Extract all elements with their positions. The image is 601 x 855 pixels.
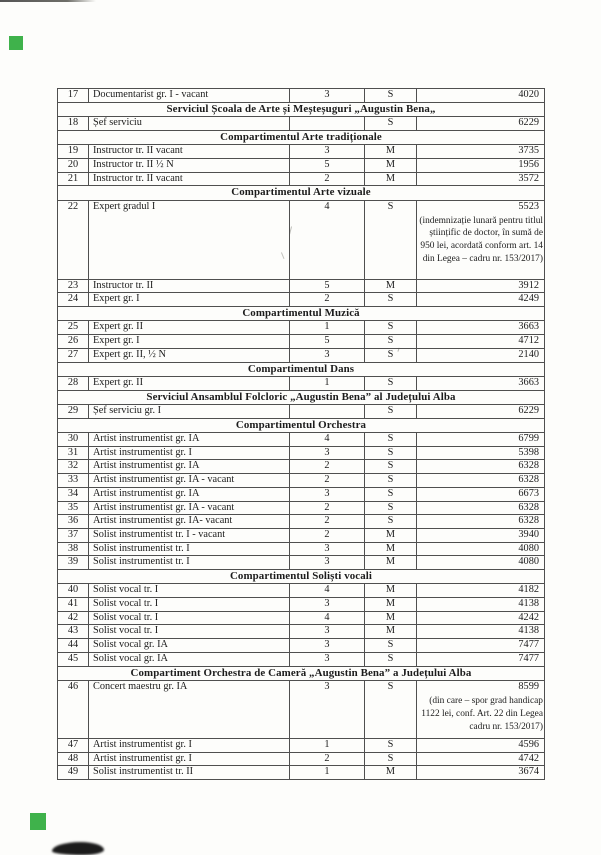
row-number-cell: 36 [58, 515, 89, 529]
position-cell: Solist instrumentist tr. II [89, 766, 290, 780]
row-number-cell: 40 [58, 584, 89, 598]
row-number-cell: 29 [58, 405, 89, 419]
count-cell: 1 [290, 738, 365, 752]
row-number-cell: 28 [58, 376, 89, 390]
count-cell: 2 [290, 172, 365, 186]
level-cell: S [365, 321, 417, 335]
salary-cell: 4742 [417, 752, 545, 766]
table-row [58, 598, 545, 612]
section-row [58, 102, 545, 116]
level-cell: M [365, 598, 417, 612]
row-number-cell: 21 [58, 172, 89, 186]
level-cell: M [365, 145, 417, 159]
salary-cell: 4020 [417, 89, 545, 103]
salary-cell: 4596 [417, 738, 545, 752]
table-row [58, 460, 545, 474]
count-cell: 1 [290, 376, 365, 390]
table-row [58, 556, 545, 570]
count-cell: 3 [290, 556, 365, 570]
table-row [58, 474, 545, 488]
salary-cell: 6328 [417, 501, 545, 515]
count-cell: 2 [290, 460, 365, 474]
position-cell: Solist vocal tr. I [89, 598, 290, 612]
level-cell: M [365, 158, 417, 172]
section-row [58, 666, 545, 680]
count-cell: 5 [290, 279, 365, 293]
salary-cell: 4080 [417, 542, 545, 556]
table-row [58, 738, 545, 752]
row-number-cell: 44 [58, 639, 89, 653]
table-row [58, 335, 545, 349]
position-cell: Expert gr. I [89, 293, 290, 307]
section-header: Compartimentul Dans [58, 362, 545, 376]
row-number-cell: 39 [58, 556, 89, 570]
level-cell: M [365, 611, 417, 625]
level-cell: S [365, 487, 417, 501]
count-cell: 3 [290, 652, 365, 666]
section-row [58, 390, 545, 404]
level-cell: M [365, 528, 417, 542]
salary-cell: 7477 [417, 652, 545, 666]
count-cell: 4 [290, 611, 365, 625]
table-row [58, 446, 545, 460]
position-cell: Artist instrumentist gr. I [89, 446, 290, 460]
level-cell: M [365, 279, 417, 293]
position-cell: Expert gr. I [89, 335, 290, 349]
table-row [58, 348, 545, 362]
section-header: Compartimentul Arte vizuale [58, 186, 545, 200]
count-cell: 3 [290, 446, 365, 460]
level-cell: S [365, 680, 417, 738]
count-cell: 2 [290, 501, 365, 515]
salary-cell: 3572 [417, 172, 545, 186]
salary-note [419, 215, 543, 266]
level-cell: M [365, 556, 417, 570]
count-cell: 1 [290, 321, 365, 335]
table-row [58, 639, 545, 653]
salary-note-line: (indemnizație lunară pentru titlul [419, 215, 543, 226]
row-number-cell: 33 [58, 474, 89, 488]
salary-cell: 3912 [417, 279, 545, 293]
salary-cell: 8599 (din care – spor grad handicap 1122 lei, conf. Art. 22 din Legea cadru nr. 153/2017) [417, 680, 545, 738]
position-cell: Solist vocal gr. IA [89, 639, 290, 653]
row-number-cell: 34 [58, 487, 89, 501]
position-cell: Concert maestru gr. IA [89, 680, 290, 738]
salary-cell: 4138 [417, 598, 545, 612]
position-cell: Artist instrumentist gr. IA [89, 487, 290, 501]
section-header: Compartimentul Orchestra [58, 418, 545, 432]
position-cell: Artist instrumentist gr. IA [89, 433, 290, 447]
salary-cell: 1956 [417, 158, 545, 172]
row-number-cell: 32 [58, 460, 89, 474]
level-cell: S [365, 752, 417, 766]
level-cell: S [365, 117, 417, 131]
scan-smudge-bottom [52, 842, 104, 855]
position-cell: Expert gr. II [89, 376, 290, 390]
count-cell: 2 [290, 293, 365, 307]
row-number-cell: 24 [58, 293, 89, 307]
level-cell: S [365, 376, 417, 390]
section-header: Compartimentul Soliști vocali [58, 569, 545, 583]
section-header: Compartimentul Muzică [58, 307, 545, 321]
document-table-body [58, 89, 545, 780]
position-cell: Instructor tr. II vacant [89, 172, 290, 186]
level-cell: S [365, 293, 417, 307]
position-cell: Artist instrumentist gr. IA - vacant [89, 474, 290, 488]
count-cell: 3 [290, 89, 365, 103]
table-row [58, 652, 545, 666]
salary-note-line: (din care – spor grad handicap [429, 695, 543, 706]
count-cell: 3 [290, 487, 365, 501]
section-row [58, 362, 545, 376]
row-number-cell: 27 [58, 348, 89, 362]
table-row [58, 542, 545, 556]
row-number-cell: 17 [58, 89, 89, 103]
salary-cell: 4080 [417, 556, 545, 570]
level-cell: S [365, 460, 417, 474]
row-number-cell: 47 [58, 738, 89, 752]
green-marker-top [9, 36, 23, 50]
table-row [58, 200, 545, 279]
count-cell: 2 [290, 474, 365, 488]
row-number-cell: 19 [58, 145, 89, 159]
position-cell: Artist instrumentist gr. IA- vacant [89, 515, 290, 529]
salary-cell: 3674 [417, 766, 545, 780]
count-cell [290, 405, 365, 419]
count-cell: 5 [290, 158, 365, 172]
table-row [58, 145, 545, 159]
salary-note-line: 950 lei, acordată conform art. 14 [420, 241, 543, 252]
row-number-cell: 42 [58, 611, 89, 625]
count-cell [290, 117, 365, 131]
salary-cell: 6799 [417, 433, 545, 447]
row-number-cell: 43 [58, 625, 89, 639]
table-row [58, 528, 545, 542]
salary-cell: 5398 [417, 446, 545, 460]
section-row [58, 569, 545, 583]
row-number-cell: 20 [58, 158, 89, 172]
table-row [58, 501, 545, 515]
count-cell: 2 [290, 515, 365, 529]
salary-cell: 3940 [417, 528, 545, 542]
salary-cell: 6673 [417, 487, 545, 501]
row-number-cell: 48 [58, 752, 89, 766]
table-row [58, 611, 545, 625]
position-cell: Solist vocal tr. I [89, 611, 290, 625]
table-row [58, 766, 545, 780]
position-cell: Solist instrumentist tr. I - vacant [89, 528, 290, 542]
level-cell: M [365, 172, 417, 186]
row-number-cell: 49 [58, 766, 89, 780]
salary-cell: 6229 [417, 117, 545, 131]
row-number-cell: 45 [58, 652, 89, 666]
row-number-cell: 31 [58, 446, 89, 460]
position-cell: Artist instrumentist gr. I [89, 752, 290, 766]
section-row [58, 307, 545, 321]
table-row [58, 172, 545, 186]
position-cell: Instructor tr. II ½ N [89, 158, 290, 172]
level-cell: S [365, 405, 417, 419]
level-cell: M [365, 766, 417, 780]
level-cell: S [365, 89, 417, 103]
level-cell: S [365, 639, 417, 653]
level-cell: S [365, 335, 417, 349]
table-row [58, 293, 545, 307]
position-cell: Expert gradul I [89, 200, 290, 279]
salary-note-line: cadru nr. 153/2017) [469, 721, 543, 732]
table-row [58, 625, 545, 639]
level-cell: S [365, 348, 417, 362]
position-cell: Instructor tr. II vacant [89, 145, 290, 159]
level-cell: M [365, 625, 417, 639]
row-number-cell: 37 [58, 528, 89, 542]
salary-cell: 4242 [417, 611, 545, 625]
document-table [57, 88, 545, 780]
position-cell: Expert gr. II, ½ N [89, 348, 290, 362]
position-cell: Documentarist gr. I - vacant [89, 89, 290, 103]
table-row [58, 279, 545, 293]
salary-cell: 4182 [417, 584, 545, 598]
row-number-cell: 30 [58, 433, 89, 447]
table-row [58, 89, 545, 103]
salary-cell: 6328 [417, 474, 545, 488]
table-row [58, 584, 545, 598]
section-header: Compartiment Orchestra de Cameră „Augustin Bena” a Județului Alba [58, 666, 545, 680]
position-cell: Solist instrumentist tr. I [89, 542, 290, 556]
position-cell: Solist vocal tr. I [89, 584, 290, 598]
table-row [58, 376, 545, 390]
salary-cell: 5523 (indemnizație lunară pentru titlul științific de doctor, în sumă de 950 lei, acordată conform art. 14 din Legea – cadru nr. 153/2017) [417, 200, 545, 279]
section-header: Compartimentul Arte tradiționale [58, 130, 545, 144]
salary-cell: 3663 [417, 376, 545, 390]
count-cell: 3 [290, 639, 365, 653]
position-cell: Instructor tr. II [89, 279, 290, 293]
count-cell: 3 [290, 680, 365, 738]
section-header: Serviciul Școala de Arte și Meșteșuguri „Augustin Bena„ [58, 102, 545, 116]
scan-edge-artifact [0, 0, 96, 2]
salary-cell: 4712 [417, 335, 545, 349]
salary-note-line: din Legea – cadru nr. 153/2017) [422, 254, 543, 265]
level-cell: M [365, 584, 417, 598]
table-row [58, 321, 545, 335]
table-row [58, 752, 545, 766]
table-row [58, 433, 545, 447]
position-cell: Artist instrumentist gr. IA [89, 460, 290, 474]
position-cell: Solist instrumentist tr. I [89, 556, 290, 570]
salary-cell: 6229 [417, 405, 545, 419]
row-number-cell: 35 [58, 501, 89, 515]
count-cell: 3 [290, 542, 365, 556]
salary-cell: 4138 [417, 625, 545, 639]
level-cell: S [365, 652, 417, 666]
row-number-cell: 25 [58, 321, 89, 335]
position-cell: Șef serviciu gr. I [89, 405, 290, 419]
count-cell: 5 [290, 335, 365, 349]
position-cell: Artist instrumentist gr. IA - vacant [89, 501, 290, 515]
salary-note [421, 695, 543, 733]
row-number-cell: 18 [58, 117, 89, 131]
level-cell: M [365, 542, 417, 556]
level-cell: S [365, 446, 417, 460]
row-number-cell: 38 [58, 542, 89, 556]
row-number-cell: 41 [58, 598, 89, 612]
count-cell: 4 [290, 200, 365, 279]
row-number-cell: 46 [58, 680, 89, 738]
salary-cell: 3735 [417, 145, 545, 159]
count-cell: 3 [290, 348, 365, 362]
salary-note-line: științific de doctor, în sumă de [429, 228, 543, 239]
count-cell: 4 [290, 433, 365, 447]
table-row [58, 158, 545, 172]
position-cell: Șef serviciu [89, 117, 290, 131]
salary-note-line: 1122 lei, conf. Art. 22 din Legea [421, 708, 543, 719]
salary-cell: 4249 [417, 293, 545, 307]
row-number-cell: 23 [58, 279, 89, 293]
level-cell: S [365, 738, 417, 752]
position-cell: Solist vocal gr. IA [89, 652, 290, 666]
level-cell: S [365, 200, 417, 279]
table-row [58, 515, 545, 529]
count-cell: 1 [290, 766, 365, 780]
position-cell: Expert gr. II [89, 321, 290, 335]
salary-cell: 7477 [417, 639, 545, 653]
table-row [58, 680, 545, 738]
salary-cell: 2140 [417, 348, 545, 362]
table-row [58, 405, 545, 419]
row-number-cell: 22 [58, 200, 89, 279]
salary-cell: 6328 [417, 460, 545, 474]
section-header: Serviciul Ansamblul Folcloric „Augustin Bena” al Județului Alba [58, 390, 545, 404]
level-cell: S [365, 501, 417, 515]
count-cell: 3 [290, 625, 365, 639]
count-cell: 3 [290, 145, 365, 159]
position-cell: Solist vocal tr. I [89, 625, 290, 639]
level-cell: S [365, 433, 417, 447]
salary-cell: 6328 [417, 515, 545, 529]
level-cell: S [365, 515, 417, 529]
green-marker-bottom [30, 813, 46, 830]
level-cell: S [365, 474, 417, 488]
row-number-cell: 26 [58, 335, 89, 349]
section-row [58, 130, 545, 144]
count-cell: 2 [290, 752, 365, 766]
salary-cell: 3663 [417, 321, 545, 335]
section-row [58, 186, 545, 200]
count-cell: 4 [290, 584, 365, 598]
table-row [58, 487, 545, 501]
position-cell: Artist instrumentist gr. I [89, 738, 290, 752]
count-cell: 3 [290, 598, 365, 612]
section-row [58, 418, 545, 432]
table-row [58, 117, 545, 131]
count-cell: 2 [290, 528, 365, 542]
